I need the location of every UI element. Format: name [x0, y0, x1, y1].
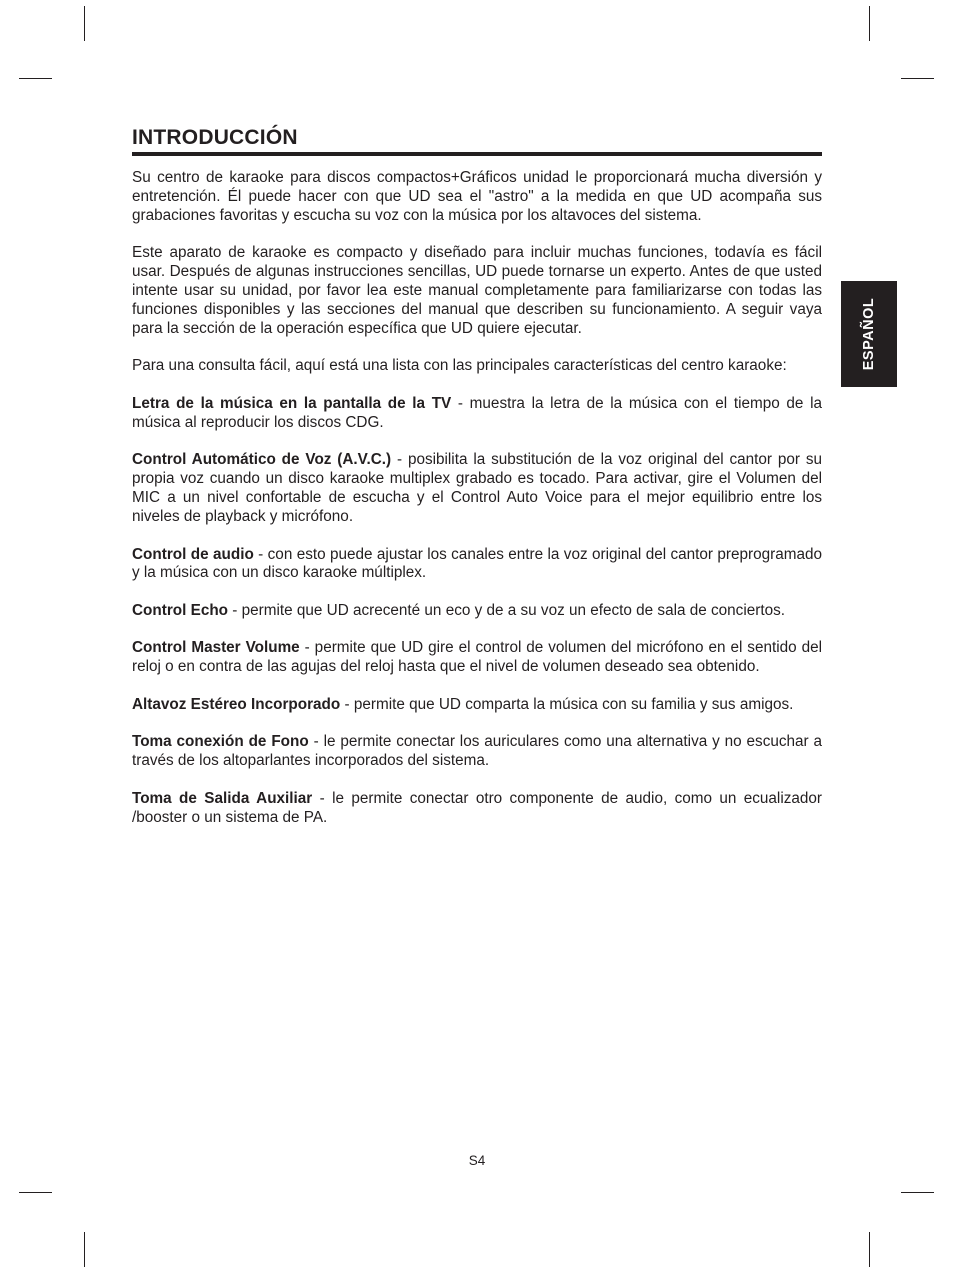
- crop-mark-top-left-vertical: [84, 6, 85, 41]
- feature-term: Letra de la música en la pantalla de la TV: [132, 394, 452, 412]
- feature-term: Control de audio: [132, 545, 254, 563]
- feature-item-lyrics-on-tv: [132, 395, 822, 433]
- feature-term: Toma de Salida Auxiliar: [132, 789, 313, 807]
- crop-mark-top-right-vertical: [869, 6, 870, 41]
- crop-mark-top-left-horizontal: [19, 78, 52, 79]
- page-number: S4: [468, 1153, 486, 1168]
- crop-mark-top-right-horizontal: [901, 78, 934, 79]
- feature-item-avc: [132, 451, 822, 527]
- crop-mark-bottom-left-horizontal: [19, 1192, 52, 1193]
- feature-term: Control Automático de Voz (A.V.C.): [132, 451, 392, 469]
- feature-item-master-volume: [132, 639, 822, 677]
- feature-description: - permite que UD acrecenté un eco y de a su voz un efecto de sala de conciertos.: [228, 601, 785, 619]
- feature-item-stereo-speaker: [132, 696, 822, 715]
- title-underline-rule: [132, 152, 822, 156]
- crop-mark-bottom-right-horizontal: [901, 1192, 934, 1193]
- feature-term: Control Echo: [132, 601, 229, 619]
- feature-description: - permite que UD comparta la música con su familia y sus amigos.: [340, 695, 794, 713]
- feature-description: - posibilita la substitución de la voz original del cantor por su propia voz cuando un disco karaoke multiplex grabado es tocado. Para activar, gire el Volumen del MIC a un nivel confortable de escucha y el Control Auto Voice para el mejor equilibrio entre los niveles de playback y micrófono.: [132, 451, 822, 526]
- language-tab-label: ESPAÑOL: [861, 297, 877, 371]
- intro-paragraph: Su centro de karaoke para discos compactos+Gráficos unidad le proporcionará mucha diversión y entretención. Él puede hacer con que UD sea el "astro" a la medida en que UD acompaña sus grabaciones favoritas y escucha su voz con la música por los altavoces del sistema.: [132, 169, 822, 224]
- usage-paragraph: Este aparato de karaoke es compacto y diseñado para incluir muchas funciones, todavía es fácil usar. Después de algunas instrucciones sencillas, UD puede tornarse un experto. Antes de que usted intente usar su unidad, por favor lea este manual completamente para familiarizarse con todas las funciones disponibles y las secciones del manual que describen su funcionamiento. A seguir vaya para la sección de la operación específica que UD quiere ejecutar.: [132, 244, 822, 337]
- body-content: [132, 169, 822, 846]
- crop-mark-bottom-right-vertical: [869, 1232, 870, 1267]
- feature-description: - le permite conectar otro componente de audio, como un ecualizador /booster o un sistema de PA.: [132, 789, 822, 826]
- feature-item-echo-control: [132, 602, 822, 621]
- feature-description: - le permite conectar los auriculares como una alternativa y no escuchar a través de los altoparlantes incorporados del sistema.: [132, 733, 822, 770]
- feature-item-aux-out: [132, 790, 822, 828]
- feature-term: Toma conexión de Fono: [132, 733, 309, 751]
- features-intro-paragraph: Para una consulta fácil, aquí está una lista con las principales características del centro karaoke:: [132, 357, 787, 375]
- feature-description: - muestra la letra de la música con el tiempo de la música al reproducir los discos CDG.: [132, 394, 822, 431]
- page-title: INTRODUCCIÓN: [132, 126, 298, 149]
- feature-description: - con esto puede ajustar los canales entre la voz original del cantor preprogramado y la música con un disco karaoke múltiplex.: [132, 545, 822, 582]
- feature-term: Altavoz Estéreo Incorporado: [132, 695, 341, 713]
- feature-term: Control Master Volume: [132, 639, 300, 657]
- language-side-tab: [841, 281, 897, 387]
- feature-description: - permite que UD gire el control de volumen del micrófono en el sentido del reloj o en contra de las agujas del reloj hasta que el nivel de volumen deseado sea obtenido.: [132, 639, 822, 676]
- feature-item-audio-control: [132, 546, 822, 584]
- feature-item-phone-jack: [132, 733, 822, 771]
- crop-mark-bottom-left-vertical: [84, 1232, 85, 1267]
